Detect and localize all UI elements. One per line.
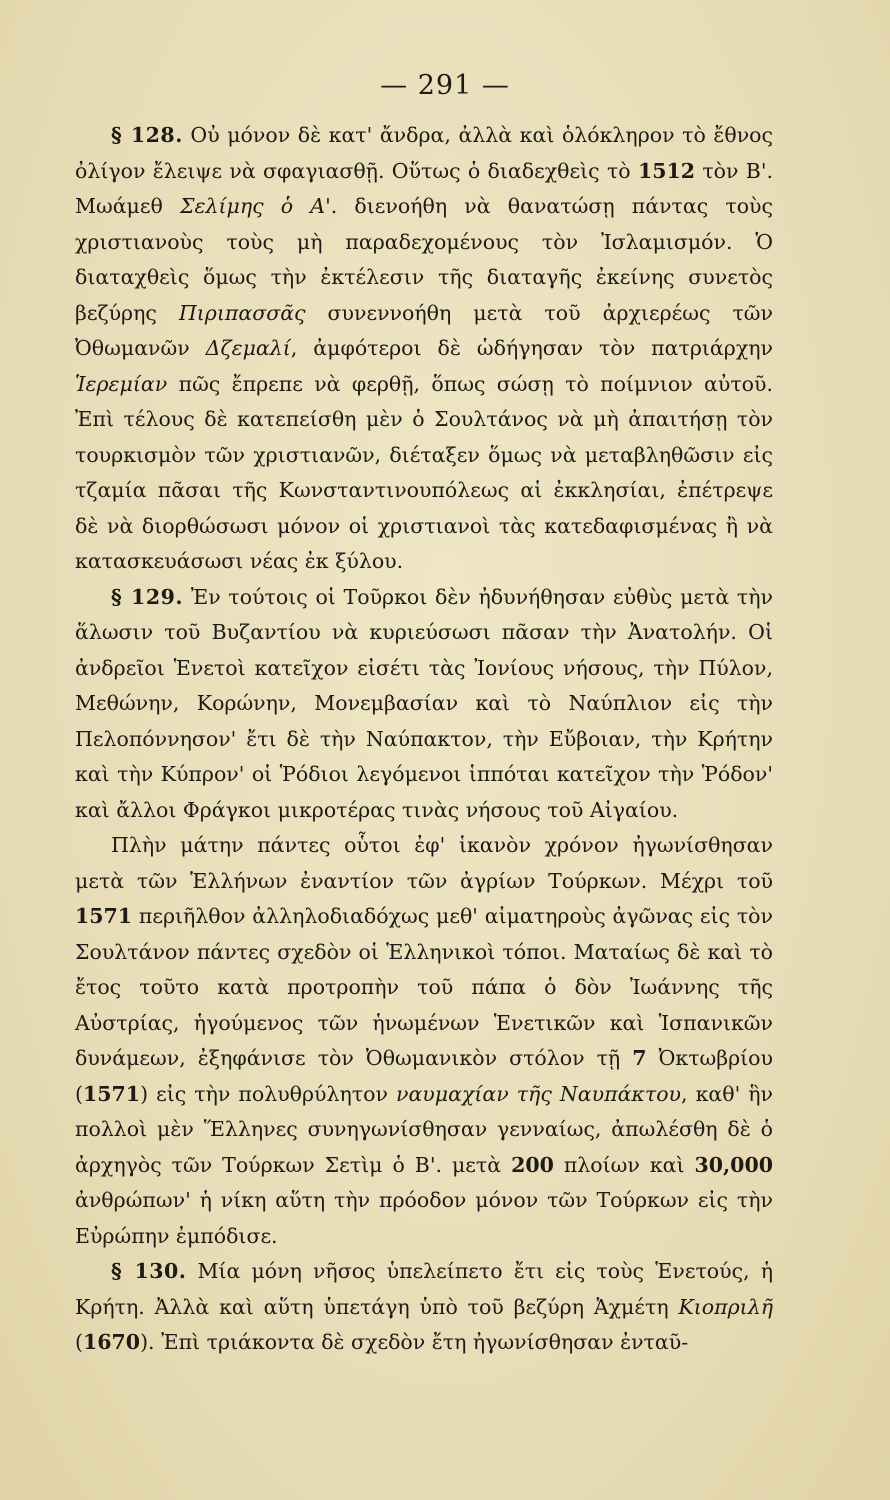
text-run: Ἱερεμίαν	[75, 371, 168, 396]
text-run: Οὐ μόνον δὲ κατ' ἄνδρα, ἀλλὰ καὶ ὁλόκληρον τὸ ἔθνος ὀλίγον ἔλειψε νὰ σφαγιασθῇ. Οὕτως ὁ διαδεχθεὶς τὸ	[75, 123, 773, 183]
text-run: 200	[511, 1152, 554, 1177]
page-number: — 291 —	[380, 70, 510, 101]
paragraph	[75, 828, 773, 1254]
text-run: συνεννοήθη μετὰ τοῦ ἀρχιερέως τῶν Ὀθωμανῶν	[75, 300, 773, 360]
text-run: Ἐν τούτοις οἱ Τοῦρκοι δὲν ἠδυνήθησαν εὐθὺς μετὰ τὴν ἅλωσιν τοῦ Βυζαντίου νὰ κυριεύσωσι πᾶσαν τὴν Ἀνατολήν. Οἱ ἀνδρεῖοι Ἑνετοὶ κατεῖχον εἰσέτι τὰς Ἰονίους νήσους, τὴν Πύλον, Μεθώνην, Κορώνην, Μονεμβασίαν καὶ τὸ Ναύπλιον εἰς τὴν Πελοπόννησον' ἔτι δὲ τὴν Ναύπακτον, τὴν Εὔβοιαν, τὴν Κρήτην καὶ τὴν Κύπρον' οἱ Ῥόδιοι λεγόμενοι ἱππόται κατεῖχον τὴν Ῥόδον' καὶ ἄλλοι Φράγκοι μικροτέρας τινὰς νήσους τοῦ Αἰγαίου.	[75, 584, 773, 822]
text-run: Πιριπασσᾶς	[178, 300, 306, 325]
text-run: Μία μόνη νῆσος ὑπελείπετο ἔτι εἰς τοὺς Ἑνετούς, ἡ Κρήτη. Ἀλλὰ καὶ αὕτη ὑπετάγη ὑπὸ τοῦ βεζύρη Ἀχμέτη	[75, 1259, 773, 1319]
text-run: 1571	[83, 1081, 141, 1106]
page-body-text	[75, 118, 773, 1361]
text-run: . διενοήθη νὰ θανατώσῃ πάντας τοὺς χριστιανοὺς τοὺς μὴ παραδεχομένους τὸν Ἰσλαμισμόν. Ὁ διαταχθεὶς ὅμως τὴν ἐκτέλεσιν τῆς διαταγῆς ἐκείνης συνετὸς βεζύρης	[75, 194, 774, 325]
section-number: § 130.	[111, 1259, 187, 1283]
text-run: , καθ' ἣν πολλοὶ μὲν Ἕλληνες συνηγωνίσθησαν γενναίως, ἀπωλέσθη δὲ ὁ ἀρχηγὸς τῶν Τούρκων Σετὶμ ὁ Β'. μετὰ	[75, 1081, 773, 1177]
text-run: περιῆλθον ἀλληλοδιαδόχως μεθ' αἱματηροὺς ἀγῶνας εἰς τὸν Σουλτάνον πάντες σχεδὸν οἱ Ἑλληνικοὶ τόποι. Ματαίως δὲ καὶ τὸ ἔτος τοῦτο κατὰ προτροπὴν τοῦ πάπα ὁ δὸν Ἰωάννης τῆς Αὐστρίας, ἡγούμενος τῶν ἡνωμένων Ἑνετικῶν καὶ Ἱσπανικῶν δυνάμεων, ἐξηφάνισε τὸν Ὀθωμανικὸν στόλον τῇ	[75, 904, 773, 1070]
text-run: τὸν Β'. Μωάμεθ	[75, 158, 773, 218]
text-run: Πλὴν μάτην πάντες οὗτοι ἐφ' ἱκανὸν χρόνον ἠγωνίσθησαν μετὰ τῶν Ἑλλήνων ἐναντίον τῶν ἀγρίων Τούρκων. Μέχρι τοῦ	[75, 833, 773, 893]
text-run: (	[75, 1330, 83, 1354]
text-run: πῶς ἔπρεπε νὰ φερθῇ, ὅπως σώσῃ τὸ ποίμνιον αὐτοῦ. Ἐπὶ τέλους δὲ κατεπείσθη μὲν ὁ Σουλτάνος νὰ μὴ ἀπαιτήσῃ τὸν τουρκισμὸν τῶν χριστιανῶν, διέταξεν ὅμως νὰ μεταβληθῶσιν εἰς τζαμία πᾶσαι τῆς Κωνσταντινουπόλεως αἱ ἐκκλησίαι, ἐπέτρεψε δὲ νὰ διορθώσωσι μόνον οἱ χριστιανοὶ τὰς κατεδαφισμένας ἢ νὰ κατασκευάσωσι νέας ἐκ ξύλου.	[75, 371, 773, 573]
paragraph	[75, 118, 773, 580]
section-number: § 129.	[111, 584, 183, 609]
text-run: ναυμαχίαν τῆς Ναυπάκτου	[395, 1081, 682, 1106]
text-run: 1571	[75, 904, 133, 928]
text-run: 1512	[637, 158, 696, 183]
paragraph	[75, 1254, 773, 1361]
text-run: Δζεμαλί	[205, 336, 291, 360]
text-run: ). Ἐπὶ τριάκοντα δὲ σχεδὸν ἔτη ἠγωνίσθησαν ἐνταῦ-	[140, 1330, 689, 1354]
text-run: Κιοπριλῆ	[678, 1294, 773, 1319]
text-run: πλοίων καὶ	[553, 1152, 695, 1177]
text-run: 7	[632, 1046, 647, 1070]
section-number: § 128.	[111, 123, 183, 147]
text-run: Σελίμης ὁ Α'	[180, 194, 331, 218]
text-run: 1670	[83, 1330, 141, 1354]
text-run: Ὀκτωβρίου (	[75, 1046, 773, 1106]
text-run: ) εἰς τὴν πολυθρύλητον	[140, 1081, 396, 1106]
text-run: 30,000	[694, 1152, 773, 1177]
paragraph	[75, 580, 773, 829]
text-run: ἀνθρώπων' ἡ νίκη αὕτη τὴν πρόοδον μόνον τῶν Τούρκων εἰς τὴν Εὐρώπην ἐμπόδισε.	[75, 1188, 773, 1248]
text-run: , ἀμφότεροι δὲ ὡδήγησαν τὸν πατριάρχην	[290, 336, 773, 360]
